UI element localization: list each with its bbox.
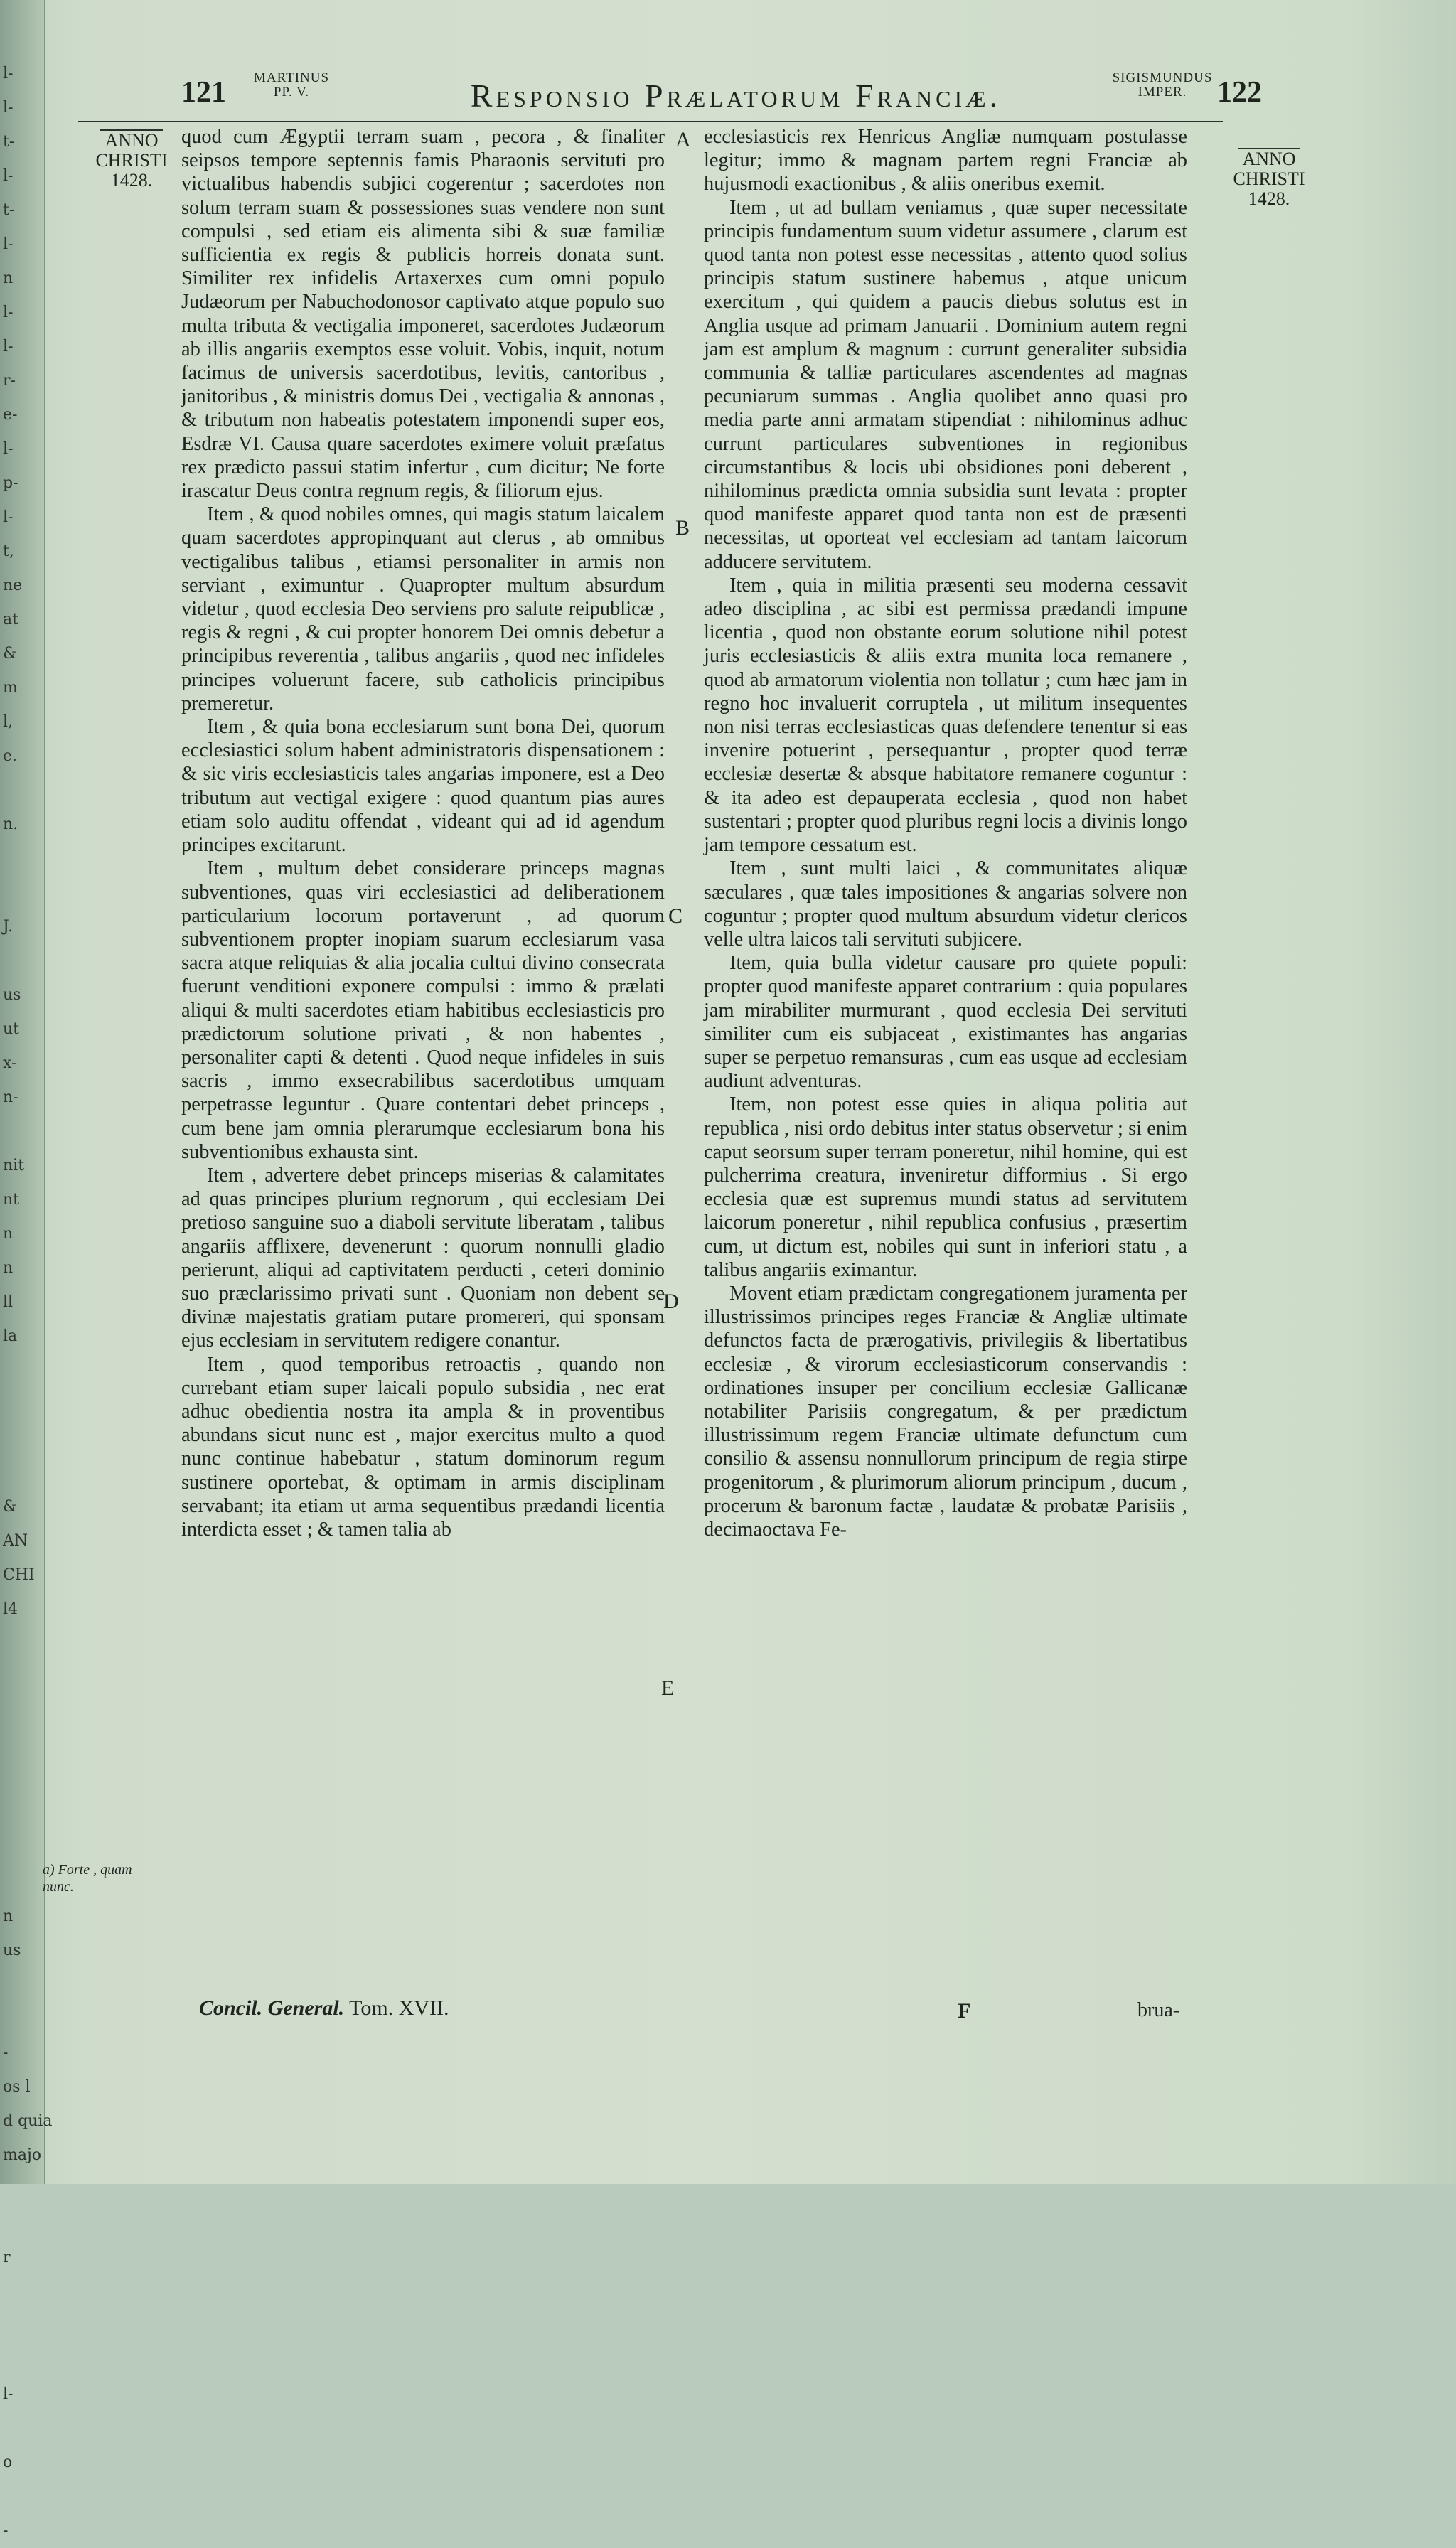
- gutter-fragment: t-: [3, 133, 15, 151]
- gutter-fragment: &: [3, 645, 17, 663]
- right-paragraph-3: Item , quia in militia præsenti seu moderna cessavit adeo disciplina , ac sibi est permissa prædandi impune licentia , quod non obstante eorum solutione nihil potest juris ecclesiasticis & aliis extra munita loca remanere , quod ab armatorum violentia non tollatur ; cum hæc jam in regno hoc invaluerit corruptela , ut militum insequentes non nisi terras ecclesiasticas quas defendere tenentur si eas invenire potuerint , persequantur , propter quod terræ ecclesiæ desertæ & absque habitatore remanere coguntur : & ita adeo est depauperata ecclesia , quod non habet sustentari ; propter quod pluribus regni locis a divinis longo jam tempore cessatum est.: [704, 574, 1187, 857]
- margin-note-forte: a) Forte , quam nunc.: [43, 1862, 132, 1895]
- gutter-fragment: n: [3, 1907, 14, 1925]
- gutter-fragment: us: [3, 986, 21, 1004]
- gutter-fragment: r-: [3, 372, 16, 390]
- gutter-fragment: r: [3, 2249, 11, 2266]
- gutter-fragment: [3, 1422, 41, 1456]
- running-head: [181, 70, 1262, 121]
- gutter-fragment: l-: [3, 235, 14, 253]
- gutter-fragment: -: [3, 2522, 9, 2539]
- gutter-fragment: [3, 842, 41, 876]
- gutter-fragment: l-: [3, 167, 14, 185]
- gutter-fragment: e-: [3, 406, 18, 424]
- left-text-column: [181, 125, 665, 1541]
- section-letter-e: E: [661, 1676, 675, 1700]
- left-margin-year: [82, 129, 181, 191]
- gutter-fragment: us: [3, 1942, 21, 1959]
- gutter-fragment: &: [3, 1498, 17, 1516]
- gutter-fragment: [3, 1388, 41, 1422]
- left-year-label: 1428.: [110, 170, 153, 191]
- gutter-fragment: l-: [3, 65, 14, 82]
- gutter-fragment: m: [3, 679, 18, 697]
- gutter-fragment: [3, 774, 41, 808]
- gutter-fragment: [3, 1456, 41, 1490]
- gutter-fragment: l-: [3, 338, 14, 355]
- right-paragraph-7: Movent etiam prædictam congregationem juramenta per illustrissimos principes reges Franciæ & Angliæ ultimate defunctos facta de prærogativis, privilegiis & libertatibus ecclesiæ , & virorum ecclesiasticorum conservandis : ordinationes insuper per concilium ecclesiæ Gallicanæ notabiliter Parisiis congregatum, & per prædictum illustrissimum regem Franciæ ultimate defunctum cum consilio & assensu nonnullorum principum de regia stirpe progenitorum , & plurimorum aliorum principum , ducum , procerum & baronum factæ , laudatæ & probatæ Parisiis , decimaoctava Fe-: [704, 1282, 1187, 1541]
- left-paragraph-6: Item , quod temporibus retroactis , quando non currebant etiam super laicali populo subsidia , nec erat adhuc obedientia nostra ita ampla & in proventibus abundans sicut nunc est , major exercitus multo a quod nunc continue habebatur , statum dominorum regum sustinere oportebat, & optimam in armis disciplinam servabant; ita etiam ut arma sequentibus prædandi licentia interdicta esset ; & tamen talia ab: [181, 1353, 665, 1541]
- left-paragraph-5: Item , advertere debet princeps miserias & calamitates ad quas principes plurium regnorum , qui ecclesiam Dei pretioso sanguine suo a diaboli servitute liberatam , talibus angariis afflixere, devenerunt : quorum nonnulli gladio perierunt, aliqui ad captivitatem perducti , ceteri dominio suo præclarissimo privati sunt . Quoniam non debent se divinæ majestatis gratiam putare promereri, qui sponsam ejus ecclesiam in servitutem redigere conantur.: [181, 1164, 665, 1352]
- gutter-fragment: [3, 2207, 41, 2241]
- gutter-fragment: ll: [3, 1293, 14, 1311]
- right-christi-label: CHRISTI: [1233, 168, 1305, 189]
- gutter-fragment: [3, 1866, 41, 1900]
- gutter-fragment: la: [3, 1327, 18, 1345]
- gutter-fragment: [3, 1831, 41, 1866]
- footer-tome: Tom. XVII.: [349, 1996, 449, 2020]
- section-letter-a: A: [675, 128, 691, 151]
- gutter-fragment: CHI: [3, 1566, 35, 1584]
- left-paragraph-4: Item , multum debet considerare princeps magnas subventiones, quas viri ecclesiastici ad deliberationem particularium locorum portaverunt , ad quorum subventionem propter inopiam suarum ecclesiarum vasa sacra atque reliquias & alia jocalia cultui divino consecrata fuerunt venditioni exponere compulsi : immo & prælati aliqui & multi sacerdotes etiam habitibus ecclesiasticis pro prædictorum solutione privati , & non habentes , personaliter capti & detenti . Quod neque infideles in suis sacris , immo exsecrabilibus sacerdotibus umquam perpetrasse leguntur . Quare contentari debet princeps , cum bene jam omnia plerarumque ecclesiarum bona his subventionibus exhausta sint.: [181, 857, 665, 1163]
- gutter-fragment: t-: [3, 201, 15, 219]
- gutter-fragment: d quia: [3, 2112, 53, 2130]
- gutter-fragment: n.: [3, 815, 18, 833]
- gutter-fragment: [3, 2343, 41, 2377]
- section-letter-b: B: [675, 516, 690, 540]
- right-anno-label: ANNO: [1238, 148, 1300, 169]
- catchword: brua-: [1138, 1999, 1180, 2021]
- gutter-fragment: ut: [3, 1020, 20, 1038]
- gutter-fragment: [3, 1627, 41, 1661]
- right-page-number: 122: [1217, 76, 1262, 109]
- gutter-fragment: t,: [3, 542, 14, 560]
- gutter-fragment: [3, 2275, 41, 2309]
- gutter-fragment: l-: [3, 508, 14, 526]
- right-paragraph-2: Item , ut ad bullam veniamus , quæ super necessitate principis fundamentum suum videtur assumere , clarum est quod tanta non potest esse necessitas , attento quod solius principis statum sustinere habemus , atque unicum exercitum , qui quidem a paucis diebus solutus est in Anglia usque ad primam Januarii . Dominium autem regni jam est amplum & magnum : currunt generaliter subsidia communia & talliæ particulares ascendentes ad magnas pecuniarum summas . Anglia quolibet anno quasi pro media parte anni armatam stipendiat : nihilominus adhuc currunt particulares subventiones in regionibus circumstantibus & locis ubi obsidiones poni deberent , nihilominus prædicta omnia subsidia sunt levata : propter quod manifeste apparet quod tanta non est de præsenti necessitas, ut oporteat vel ecclesiam ad tantam laicorum adducere servitutem.: [704, 196, 1187, 573]
- gutter-fragment: p-: [3, 474, 18, 492]
- gutter-fragment: at: [3, 611, 18, 628]
- gutter-fragment: [3, 1115, 41, 1149]
- gutter-fragment: [3, 1661, 41, 1695]
- right-text-column: [704, 125, 1187, 1541]
- gutter-fragment: l-: [3, 440, 14, 458]
- section-letter-c: C: [668, 904, 683, 928]
- right-paragraph-6: Item, non potest esse quies in aliqua politia aut republica , nisi ordo debitus inter status observetur ; si enim caput seorsum super terram poneretur, nihil homine, qui est pulcherrima creatura, inveniretur difformius . Si ergo ecclesia quæ est supremus mundi status ad servitutem laicorum poneretur , nihil republica confusius , præsertim cum, ut dictum est, nobiles qui sunt in inferiori statu , a talibus angariis eximantur.: [704, 1093, 1187, 1281]
- right-paragraph-5: Item, quia bulla videtur causare pro quiete populi: propter quod manifeste apparet contrarium : quia populares jam mirabiliter murmurant , quod ecclesia Dei servituti similiter cum eis subjaceat , existimantes has angarias super se perpetuo remansuras , cum eas usque ad ecclesiam audiunt adventuras.: [704, 952, 1187, 1093]
- gutter-fragment: J.: [3, 918, 14, 936]
- gutter-fragment: l-: [3, 304, 14, 321]
- page-title: Responsio Prælatorum Franciæ.: [470, 77, 1002, 114]
- gutter-fragment: [3, 1797, 41, 1831]
- gutter-fragment: l,: [3, 713, 14, 731]
- gutter-fragment: n: [3, 1259, 14, 1277]
- gutter-fragment: [3, 876, 41, 910]
- gutter-fragment: -: [3, 2044, 9, 2062]
- gutter-fragment: [3, 2309, 41, 2343]
- gutter-fragment: majo: [3, 2146, 42, 2164]
- gutter-fragment: os l: [3, 2078, 31, 2096]
- gutter-fragment: [3, 1695, 41, 1729]
- left-page-number: 121: [181, 76, 226, 109]
- gutter-fragment: nit: [3, 1157, 25, 1174]
- gutter-fragment: [3, 1354, 41, 1388]
- gutter-fragment: o: [3, 2453, 13, 2471]
- footer-volume: [199, 1996, 449, 2020]
- facing-page-gutter: [0, 0, 53, 2539]
- gutter-fragment: [3, 2173, 41, 2207]
- right-year-label: 1428.: [1248, 188, 1290, 209]
- gutter-fragment: [3, 944, 41, 978]
- left-paragraph-1: quod cum Ægyptii terram suam , pecora , & finaliter seipsos tempore septennis famis Pharaonis servituti pro victualibus habendis subjici cogerentur ; sacerdotes non solum terram suam & possessiones suas vendere non sunt compulsi , sed etiam eis alimenta sibi & suæ familiæ sufficientia ex regis & publicis horreis donata sunt. Similiter rex infidelis Artaxerxes cum omni populo Judæorum per Nabuchodonosor captivato atque populo suo multa tributa & vectigalia imponeret, sacerdotes Judæorum ab illis angariis exemptos esse voluit. Vobis, inquit, notum facimus de universis sacerdotibus, levitis, cantoribus , janitoribus , & ministris domus Dei , vectigalia & annonas , & tributum non habeatis potestatem imponendi super eos, Esdræ VI. Causa quare sacerdotes eximere voluit præfatus rex prædicto passui statim infertur , cum dicitur; Ne forte irascatur Deus contra regnum regis, & filiorum ejus.: [181, 126, 665, 503]
- left-header-pope: MARTINUS PP. V.: [253, 70, 330, 100]
- right-margin-year: [1219, 148, 1319, 209]
- gutter-fragment: n: [3, 1225, 14, 1243]
- signature-mark: F: [958, 1999, 971, 2023]
- gutter-fragment: l-: [3, 99, 14, 117]
- header-rule: [78, 121, 1223, 122]
- left-anno-label: ANNO: [100, 129, 162, 151]
- gutter-text-fragments: [3, 57, 53, 2548]
- right-header-emperor: SIGISMUNDUS IMPER.: [1112, 70, 1213, 100]
- gutter-fragment: x-: [3, 1054, 17, 1072]
- left-christi-label: CHRISTI: [95, 150, 168, 171]
- left-paragraph-2: Item , & quod nobiles omnes, qui magis statum laicalem quam sacerdotes appropinquant aut clerus , ab omnibus vectigalibus talibus , etiamsi personaliter in armis non serviant , eximuntur . Quapropter multum absurdum videtur , quod ecclesia Deo serviens pro salute reipublicæ , regis & regni , & cui propter honorem Dei omnis debetur a principibus reverentia , talibus angariis , quod nec infideles principes voluerunt facere, sub catholicis principibus premeretur.: [181, 503, 665, 714]
- gutter-fragment: [3, 1729, 41, 1763]
- gutter-fragment: n-: [3, 1088, 18, 1106]
- gutter-fragment: n: [3, 269, 14, 287]
- gutter-fragment: [3, 2002, 41, 2036]
- gutter-fragment: nt: [3, 1191, 20, 1209]
- section-letter-d: D: [663, 1290, 679, 1313]
- gutter-fragment: [3, 2480, 41, 2514]
- gutter-fragment: l4: [3, 1600, 18, 1618]
- right-paragraph-4: Item , sunt multi laici , & communitates aliquæ sæculares , quæ tales impositiones & angarias solvere non coguntur ; propter quod multum absurdum videtur clericos velle ultra laicos tali servituti subjicere.: [704, 857, 1187, 951]
- right-paragraph-1: ecclesiasticis rex Henricus Angliæ numquam postulasse legitur; immo & magnam partem regni Franciæ ab hujusmodi exactionibus , & aliis oneribus exemit.: [704, 126, 1187, 196]
- left-paragraph-3: Item , & quia bona ecclesiarum sunt bona Dei, quorum ecclesiastici solum habent administratoris dispensationem : & sic viris ecclesiasticis tales angarias imponere, est a Deo tributum aut vectigal exigere : quod quantum pias aures etiam solo auditu offendat , videant qui ad id agendum principes excitarunt.: [181, 716, 665, 857]
- gutter-fragment: [3, 1968, 41, 2002]
- footer-concil: Concil. General.: [199, 1996, 345, 2020]
- gutter-fragment: l-: [3, 2385, 14, 2403]
- gutter-fragment: AN: [3, 1532, 28, 1550]
- gutter-fragment: [3, 2412, 41, 2446]
- gutter-fragment: ne: [3, 577, 23, 594]
- gutter-fragment: [3, 1763, 41, 1797]
- gutter-fragment: e.: [3, 747, 18, 765]
